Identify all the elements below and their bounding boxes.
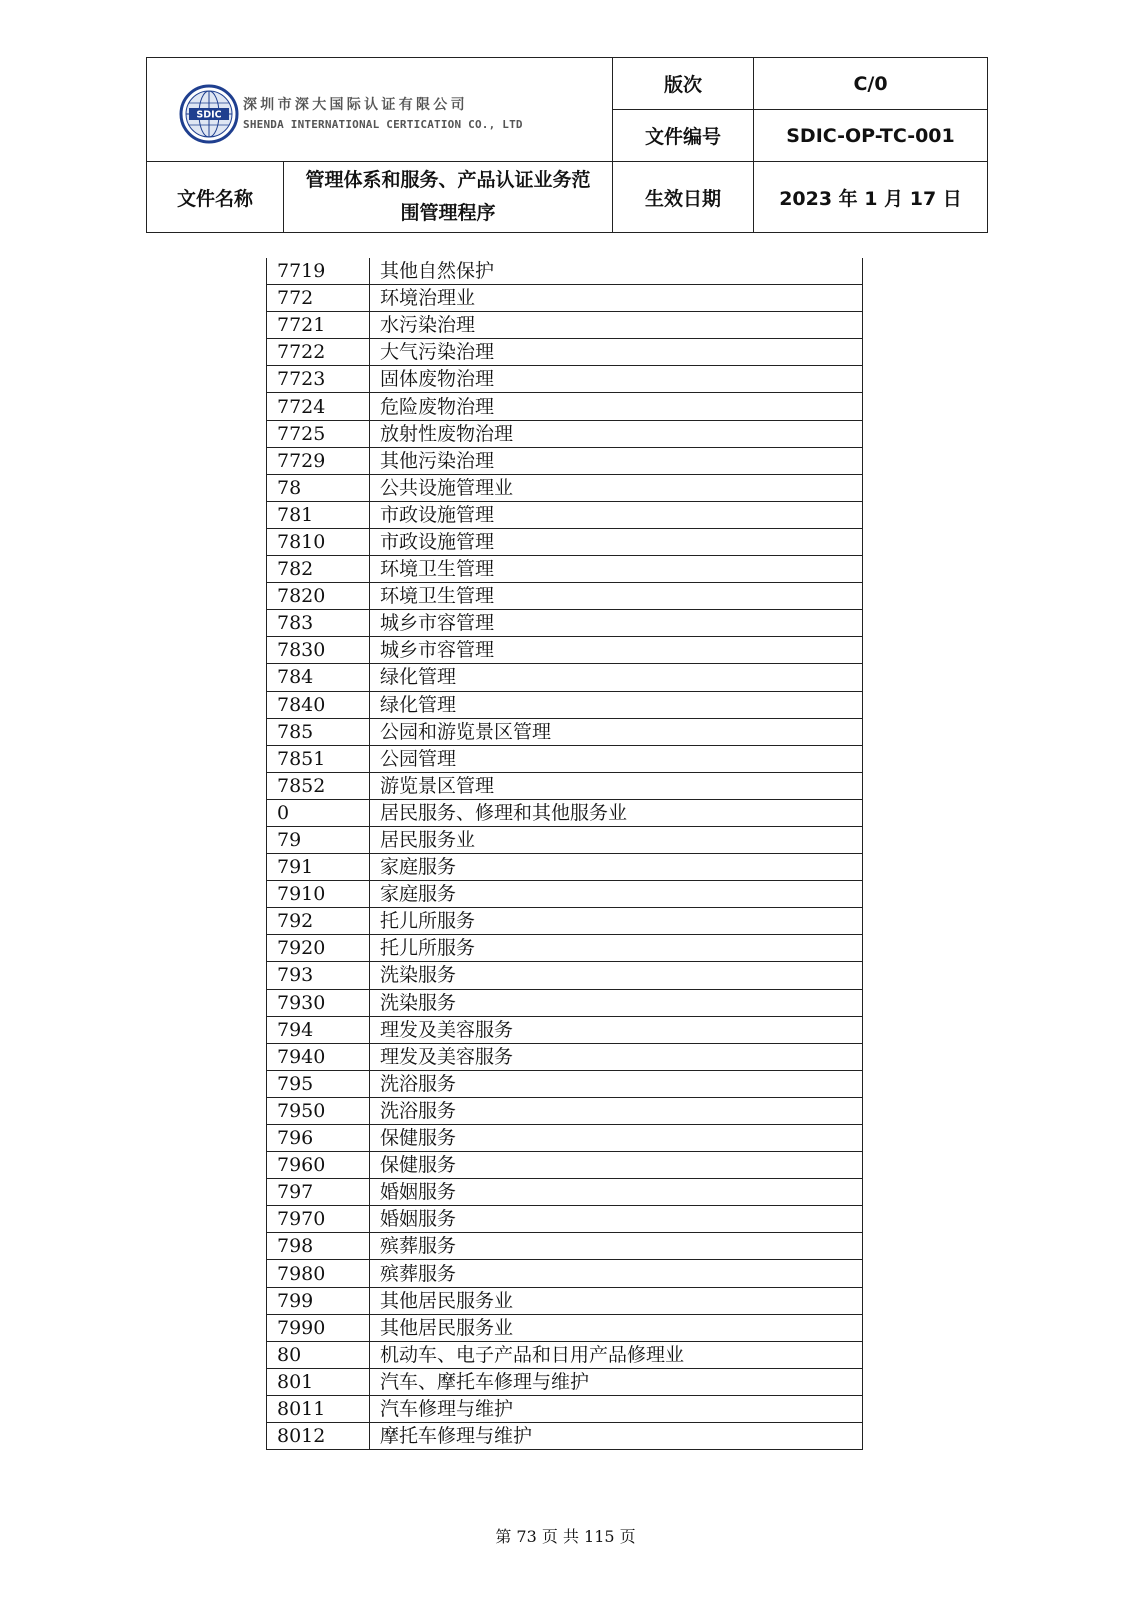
table-row bbox=[267, 1206, 863, 1233]
industry-code-cell: 781 bbox=[267, 501, 370, 528]
globe-emblem-icon bbox=[179, 84, 239, 144]
industry-code-cell: 801 bbox=[267, 1368, 370, 1395]
industry-code-cell: 7910 bbox=[267, 881, 370, 908]
industry-code-cell: 8011 bbox=[267, 1395, 370, 1422]
industry-code-cell: 7852 bbox=[267, 772, 370, 799]
industry-name-cell: 市政设施管理 bbox=[370, 501, 863, 528]
industry-code-cell: 792 bbox=[267, 908, 370, 935]
table-row bbox=[267, 1233, 863, 1260]
industry-name-cell: 婚姻服务 bbox=[370, 1206, 863, 1233]
industry-code-cell: 8012 bbox=[267, 1423, 370, 1450]
industry-code-cell: 795 bbox=[267, 1070, 370, 1097]
industry-code-cell: 7729 bbox=[267, 447, 370, 474]
table-row bbox=[267, 447, 863, 474]
industry-code-cell: 7719 bbox=[267, 258, 370, 285]
table-row bbox=[267, 583, 863, 610]
table-row bbox=[267, 1152, 863, 1179]
doc-name-line-1: 管理体系和服务、产品认证业务范 bbox=[305, 169, 591, 191]
table-row bbox=[267, 501, 863, 528]
industry-name-cell: 其他污染治理 bbox=[370, 447, 863, 474]
industry-code-cell: 7980 bbox=[267, 1260, 370, 1287]
industry-code-cell: 7970 bbox=[267, 1206, 370, 1233]
doc-number-label: 文件编号 bbox=[613, 110, 754, 162]
table-row bbox=[267, 258, 863, 285]
table-row bbox=[267, 637, 863, 664]
table-row bbox=[267, 1097, 863, 1124]
table-row bbox=[267, 664, 863, 691]
industry-name-cell: 理发及美容服务 bbox=[370, 1016, 863, 1043]
table-row bbox=[267, 772, 863, 799]
table-row bbox=[267, 1043, 863, 1070]
industry-name-cell: 保健服务 bbox=[370, 1125, 863, 1152]
industry-name-cell: 绿化管理 bbox=[370, 664, 863, 691]
industry-name-cell: 洗浴服务 bbox=[370, 1097, 863, 1124]
industry-name-cell: 汽车、摩托车修理与维护 bbox=[370, 1368, 863, 1395]
industry-code-cell: 7724 bbox=[267, 393, 370, 420]
table-row bbox=[267, 610, 863, 637]
industry-name-cell: 水污染治理 bbox=[370, 312, 863, 339]
industry-code-cell: 7950 bbox=[267, 1097, 370, 1124]
version-label: 版次 bbox=[613, 58, 754, 110]
table-row bbox=[267, 1423, 863, 1450]
industry-name-cell: 游览景区管理 bbox=[370, 772, 863, 799]
industry-name-cell: 公园和游览景区管理 bbox=[370, 718, 863, 745]
industry-code-cell: 794 bbox=[267, 1016, 370, 1043]
industry-name-cell: 公共设施管理业 bbox=[370, 474, 863, 501]
industry-name-cell: 市政设施管理 bbox=[370, 528, 863, 555]
table-row bbox=[267, 1287, 863, 1314]
industry-name-cell: 绿化管理 bbox=[370, 691, 863, 718]
industry-name-cell: 环境治理业 bbox=[370, 285, 863, 312]
table-row bbox=[267, 691, 863, 718]
document-header-table bbox=[146, 57, 988, 233]
industry-code-cell: 0 bbox=[267, 799, 370, 826]
industry-code-cell: 772 bbox=[267, 285, 370, 312]
industry-code-cell: 7725 bbox=[267, 420, 370, 447]
industry-code-cell: 793 bbox=[267, 962, 370, 989]
doc-name-value bbox=[284, 162, 613, 233]
industry-name-cell: 城乡市容管理 bbox=[370, 637, 863, 664]
industry-code-cell: 7820 bbox=[267, 583, 370, 610]
industry-name-cell: 居民服务业 bbox=[370, 826, 863, 853]
industry-code-cell: 798 bbox=[267, 1233, 370, 1260]
effective-date-label: 生效日期 bbox=[613, 162, 754, 233]
table-row bbox=[267, 393, 863, 420]
table-row bbox=[267, 1179, 863, 1206]
industry-code-cell: 7940 bbox=[267, 1043, 370, 1070]
table-row bbox=[267, 1395, 863, 1422]
page-number: 第 73 页 共 115 页 bbox=[495, 1527, 636, 1546]
table-row bbox=[267, 854, 863, 881]
industry-name-cell: 汽车修理与维护 bbox=[370, 1395, 863, 1422]
industry-name-cell: 殡葬服务 bbox=[370, 1233, 863, 1260]
industry-name-cell: 洗染服务 bbox=[370, 962, 863, 989]
table-row bbox=[267, 962, 863, 989]
industry-code-cell: 783 bbox=[267, 610, 370, 637]
industry-name-cell: 机动车、电子产品和日用产品修理业 bbox=[370, 1341, 863, 1368]
table-row bbox=[267, 826, 863, 853]
version-value: C/0 bbox=[754, 58, 988, 110]
industry-name-cell: 家庭服务 bbox=[370, 881, 863, 908]
industry-code-cell: 784 bbox=[267, 664, 370, 691]
table-row bbox=[267, 556, 863, 583]
table-row bbox=[267, 1260, 863, 1287]
table-row bbox=[267, 1341, 863, 1368]
industry-name-cell: 放射性废物治理 bbox=[370, 420, 863, 447]
industry-code-table bbox=[266, 258, 863, 1450]
table-row bbox=[267, 935, 863, 962]
industry-code-cell: 7840 bbox=[267, 691, 370, 718]
industry-name-cell: 环境卫生管理 bbox=[370, 583, 863, 610]
doc-number-value: SDIC-OP-TC-001 bbox=[754, 110, 988, 162]
industry-name-cell: 摩托车修理与维护 bbox=[370, 1423, 863, 1450]
table-row bbox=[267, 718, 863, 745]
table-row bbox=[267, 339, 863, 366]
industry-code-cell: 78 bbox=[267, 474, 370, 501]
table-row bbox=[267, 908, 863, 935]
industry-code-cell: 7721 bbox=[267, 312, 370, 339]
industry-code-cell: 799 bbox=[267, 1287, 370, 1314]
industry-code-cell: 791 bbox=[267, 854, 370, 881]
industry-name-cell: 危险废物治理 bbox=[370, 393, 863, 420]
industry-name-cell: 大气污染治理 bbox=[370, 339, 863, 366]
industry-name-cell: 托儿所服务 bbox=[370, 908, 863, 935]
industry-code-cell: 785 bbox=[267, 718, 370, 745]
company-logo bbox=[147, 58, 612, 161]
table-row bbox=[267, 1125, 863, 1152]
company-name-cn: 深圳市深大国际认证有限公司 bbox=[243, 97, 468, 113]
doc-name-line-2: 围管理程序 bbox=[400, 202, 496, 224]
industry-name-cell: 洗染服务 bbox=[370, 989, 863, 1016]
table-row bbox=[267, 1314, 863, 1341]
table-row bbox=[267, 474, 863, 501]
company-logo-cell bbox=[147, 58, 613, 162]
table-row bbox=[267, 745, 863, 772]
table-row bbox=[267, 799, 863, 826]
industry-code-cell: 7920 bbox=[267, 935, 370, 962]
industry-name-cell: 保健服务 bbox=[370, 1152, 863, 1179]
industry-code-table-body bbox=[267, 258, 863, 1450]
table-row bbox=[267, 1368, 863, 1395]
industry-code-cell: 796 bbox=[267, 1125, 370, 1152]
industry-name-cell: 家庭服务 bbox=[370, 854, 863, 881]
industry-code-cell: 7722 bbox=[267, 339, 370, 366]
industry-name-cell: 殡葬服务 bbox=[370, 1260, 863, 1287]
industry-code-cell: 797 bbox=[267, 1179, 370, 1206]
industry-code-cell: 79 bbox=[267, 826, 370, 853]
table-row bbox=[267, 312, 863, 339]
industry-name-cell: 其他居民服务业 bbox=[370, 1314, 863, 1341]
industry-code-cell: 7851 bbox=[267, 745, 370, 772]
doc-name-label: 文件名称 bbox=[147, 162, 284, 233]
table-row bbox=[267, 1016, 863, 1043]
table-row bbox=[267, 285, 863, 312]
industry-name-cell: 洗浴服务 bbox=[370, 1070, 863, 1097]
industry-name-cell: 其他居民服务业 bbox=[370, 1287, 863, 1314]
industry-name-cell: 居民服务、修理和其他服务业 bbox=[370, 799, 863, 826]
company-name-en: SHENDA INTERNATIONAL CERTICATION CO., LTD bbox=[243, 118, 523, 131]
table-row bbox=[267, 366, 863, 393]
table-row bbox=[267, 881, 863, 908]
industry-name-cell: 公园管理 bbox=[370, 745, 863, 772]
industry-name-cell: 理发及美容服务 bbox=[370, 1043, 863, 1070]
industry-name-cell: 托儿所服务 bbox=[370, 935, 863, 962]
industry-name-cell: 城乡市容管理 bbox=[370, 610, 863, 637]
industry-name-cell: 固体废物治理 bbox=[370, 366, 863, 393]
industry-code-cell: 782 bbox=[267, 556, 370, 583]
table-row bbox=[267, 989, 863, 1016]
table-row bbox=[267, 1070, 863, 1097]
industry-name-cell: 环境卫生管理 bbox=[370, 556, 863, 583]
industry-code-cell: 80 bbox=[267, 1341, 370, 1368]
logo-text: SDIC bbox=[196, 109, 222, 121]
industry-code-cell: 7960 bbox=[267, 1152, 370, 1179]
table-row bbox=[267, 528, 863, 555]
industry-name-cell: 其他自然保护 bbox=[370, 258, 863, 285]
industry-code-cell: 7990 bbox=[267, 1314, 370, 1341]
industry-code-cell: 7930 bbox=[267, 989, 370, 1016]
industry-code-cell: 7830 bbox=[267, 637, 370, 664]
effective-date-value: 2023 年 1 月 17 日 bbox=[754, 162, 988, 233]
industry-code-cell: 7723 bbox=[267, 366, 370, 393]
table-row bbox=[267, 420, 863, 447]
industry-name-cell: 婚姻服务 bbox=[370, 1179, 863, 1206]
industry-code-cell: 7810 bbox=[267, 528, 370, 555]
